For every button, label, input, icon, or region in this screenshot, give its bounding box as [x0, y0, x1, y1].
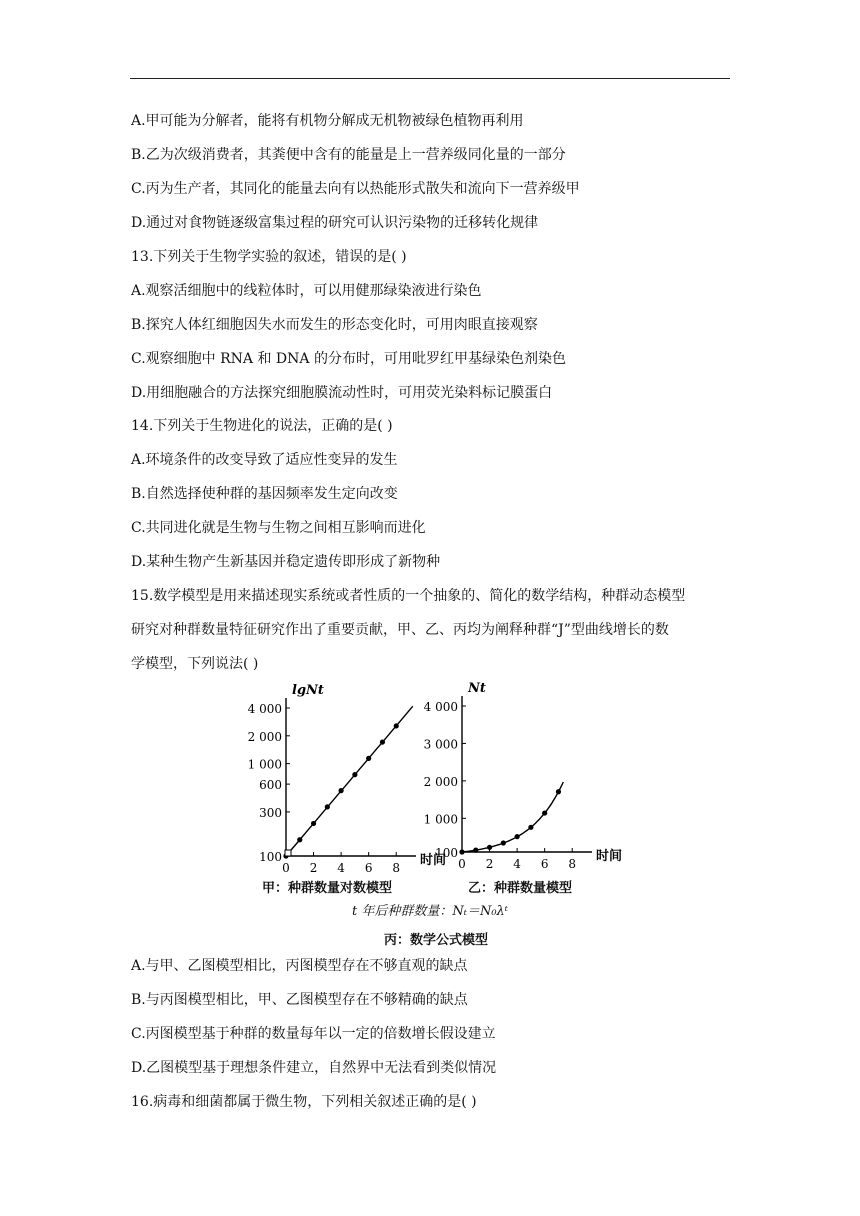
x-tick-label: 6	[540, 857, 549, 871]
data-point	[515, 834, 520, 839]
x-tick-label: 4	[337, 861, 345, 875]
q13-option-d: D.用细胞融合的方法探究细胞膜流动性时，可用荧光染料标记膜蛋白	[131, 385, 553, 401]
q12-option-d: D.通过对食物链逐级富集过程的研究可认识污染物的迁移转化规律	[131, 215, 539, 231]
data-point	[501, 840, 506, 845]
x-tick-label: 4	[513, 857, 521, 871]
chart-log-model	[248, 683, 446, 875]
q13-stem: 13.下列关于生物学实验的叙述，错误的是( )	[131, 249, 407, 265]
data-point	[297, 837, 302, 842]
y-tick-label: 1 000	[247, 757, 282, 772]
q13-option-b: B.探究人体红细胞因失水而发生的形态变化时，可用肉眼直接观察	[131, 317, 538, 333]
y-tick-label: 100	[259, 850, 282, 864]
y-tick-label: 3 000	[423, 737, 458, 752]
caption-jia: 甲：种群数量对数模型	[262, 881, 393, 896]
formula-line	[352, 900, 508, 919]
y-tick-label: 100	[435, 846, 458, 860]
data-point	[459, 849, 464, 854]
q16-stem: 16.病毒和细菌都属于微生物，下列相关叙述正确的是( )	[131, 1094, 477, 1110]
q12-option-b: B.乙为次级消费者，其粪便中含有的能量是上一营养级同化量的一部分	[131, 147, 566, 163]
data-point	[487, 845, 492, 850]
data-point	[473, 848, 478, 853]
q15-option-d: D.乙图模型基于理想条件建立，自然界中无法看到类似情况	[131, 1060, 497, 1076]
x-tick-label: 0	[458, 857, 466, 871]
caption-yi: 乙：种群数量模型	[468, 881, 573, 896]
q14-stem: 14.下列关于生物进化的说法，正确的是( )	[131, 418, 393, 434]
y-axis-label: Nt	[468, 681, 486, 696]
data-point	[528, 825, 533, 830]
x-tick-label: 8	[568, 857, 577, 871]
q15-option-c: C.丙图模型基于种群的数量每年以一定的倍数增长假设建立	[131, 1026, 496, 1042]
y-tick-label: 4 000	[247, 702, 282, 716]
series-line	[462, 782, 563, 852]
population-growth-figure	[240, 674, 640, 884]
y-tick-label: 1 000	[423, 812, 458, 827]
caption-bing: 丙：数学公式模型	[384, 933, 489, 948]
data-point	[339, 788, 344, 793]
data-point	[311, 821, 316, 826]
q14-option-d: D.某种生物产生新基因并稳定遗传即形成了新物种	[131, 554, 441, 570]
q15-stem-line-1: 15.数学模型是用来描述现实系统或者性质的一个抽象的、简化的数学结构，种群动态模型	[131, 588, 686, 604]
q15-option-a: A.与甲、乙图模型相比，丙图模型存在不够直观的缺点	[131, 958, 468, 974]
q15-stem-line-3: 学模型，下列说法( )	[131, 656, 259, 672]
x-tick-label: 6	[364, 861, 373, 875]
q14-option-c: C.共同进化就是生物与生物之间相互影响而进化	[131, 520, 426, 536]
x-axis-label: 时间	[420, 853, 447, 868]
chart-population-model	[424, 681, 622, 871]
y-tick-label: 300	[259, 805, 282, 820]
data-point	[394, 723, 399, 728]
x-axis-label: 时间	[596, 849, 623, 864]
data-point	[366, 756, 371, 761]
formula-prefix: t 年后种群数量：	[352, 904, 453, 919]
q15-option-b: B.与丙图模型相比，甲、乙图模型存在不够精确的缺点	[131, 992, 468, 1008]
y-tick-label: 4 000	[423, 700, 458, 714]
y-axis-label: lgNt	[292, 683, 324, 698]
x-tick-label: 2	[309, 861, 318, 875]
q14-option-a: A.环境条件的改变导致了适应性变异的发生	[131, 452, 398, 468]
y-tick-label: 600	[259, 778, 282, 793]
data-point	[325, 804, 330, 809]
x-tick-label: 2	[485, 857, 494, 871]
data-point	[542, 810, 547, 815]
q15-stem-line-2: 研究对种群数量特征研究作出了重要贡献，甲、乙、丙均为阐释种群“J”型曲线增长的数	[131, 622, 669, 638]
formula-expression: Nₜ＝N₀λᵗ	[452, 904, 508, 919]
y-tick-label: 2 000	[247, 729, 282, 744]
q14-option-b: B.自然选择使种群的基因频率发生定向改变	[131, 486, 398, 502]
header-rule	[130, 78, 730, 79]
q13-option-c: C.观察细胞中 RNA 和 DNA 的分布时，可用吡罗红甲基绿染色剂染色	[131, 351, 566, 367]
q12-option-c: C.丙为生产者，其同化的能量去向有以热能形式散失和流向下一营养级甲	[131, 181, 580, 197]
data-point	[352, 772, 357, 777]
origin-marker	[285, 850, 291, 856]
data-point	[380, 739, 385, 744]
data-point	[556, 789, 561, 794]
x-tick-label: 8	[392, 861, 401, 875]
x-tick-label: 0	[282, 861, 290, 875]
q13-option-a: A.观察活细胞中的线粒体时，可以用健那绿染液进行染色	[131, 283, 482, 299]
q12-option-a: A.甲可能为分解者，能将有机物分解成无机物被绿色植物再利用	[131, 113, 524, 129]
series-line	[286, 706, 413, 856]
y-tick-label: 2 000	[423, 774, 458, 789]
